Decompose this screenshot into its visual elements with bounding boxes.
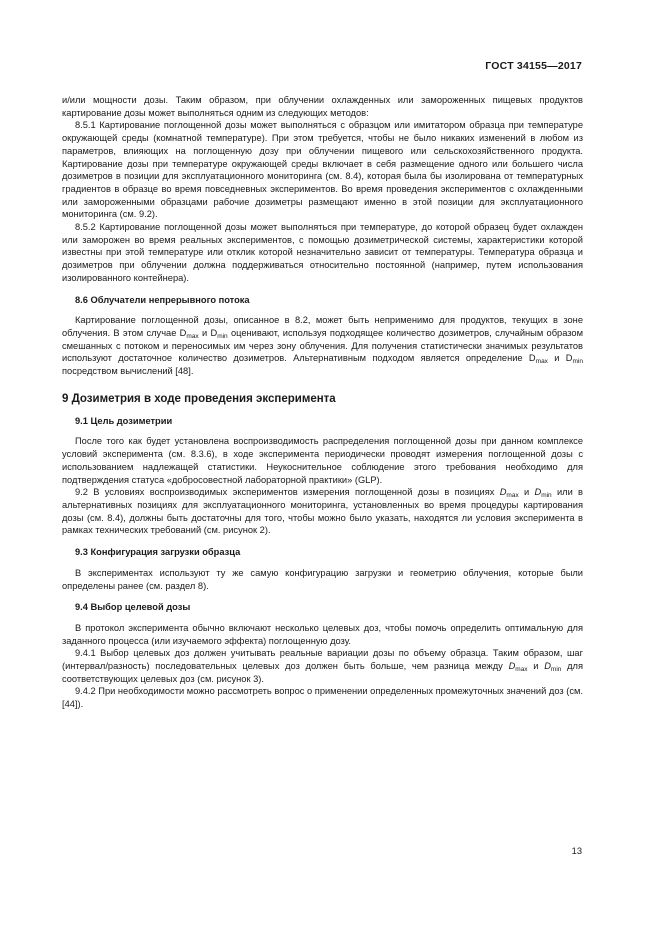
text-run: или в альтернативных позициях для эксплуатационного мониторинга, установленных во время процедуры картирования дозы (см. 8.4), должны быть достаточны для того, чтобы можно было указать, находятся ли условия эксперимента в рамках технических требований (см. рисунок 2). (62, 487, 583, 536)
paragraph-9-1: После того как будет установлена воспроизводимость распределения поглощенной дозы при данном комплексе условий эксперимента (см. 8.3.6), в ходе эксперимента периодически проводят измерения поглощенной дозы с использованием надлежащей статистики. Неукоснительное соблюдение этого требования необходимо для подтверждения статуса «добросовестной лабораторной практики» (GLP). (62, 436, 583, 485)
subscript: max (515, 666, 528, 674)
page-number: 13 (571, 846, 582, 856)
text-run: оценивают, используя подходящее количество дозиметров, случайным образом смешанных с потоком и переносимых им через зону облучения. Для получения статистически значимых результатов используют достаточное количество дозиметров. Альтернативным подходом является определение D (62, 327, 583, 364)
paragraph-8-5-1: 8.5.1 Картирование поглощенной дозы может выполняться с образцом или имитатором образца при температуре окружающей среды (комнатной температуре). При этом требуется, чтобы не было никаких изменений в любом из параметров, влияющих на поглощенную дозу при облучении пищевого или сельскохозяйственного продукта. Картирование дозы при температуре окружающей среды включает в себя размещение одного или большего числа дозиметров в позиции для эксплуатационного мониторинга (см. 8.4), которая была бы изолирована от температурных градиентов в образце во время повседневных экспериментов. Во время проведения экспериментов с охлажденными или замороженными образцами рабочие дозиметры размещают именно в этой позиции для эксплуатационного мониторинга (см. 9.2). (62, 120, 583, 220)
text-run: и D (547, 353, 573, 364)
paragraph-8-6 (62, 314, 583, 378)
text-run: и D (198, 327, 218, 338)
paragraph-9-4-1 (62, 647, 583, 685)
paragraph-9-2 (62, 486, 583, 537)
heading-8-6: 8.6 Облучатели непрерывного потока (75, 294, 250, 305)
paragraph-9-3: В экспериментах используют ту же самую конфигурацию загрузки и геометрию облучения, которые были определены ранее (см. раздел 8). (62, 567, 583, 591)
text-run: Картирование поглощенной дозы, описанное в 8.2, может быть неприменимо для продуктов, текущих в зоне облучения. В этом случае D (62, 315, 583, 338)
subscript: max (506, 492, 519, 500)
document-body (62, 94, 583, 711)
document-code-header: ГОСТ 34155—2017 (485, 60, 582, 72)
paragraph-intro: и/или мощности дозы. Таким образом, при облучении охлажденных или замороженных пищевых продуктов картирование дозы может выполняться одним из следующих методов: (62, 95, 583, 118)
subscript: max (535, 358, 548, 366)
subscript: max (186, 332, 199, 340)
variable-d: D (499, 487, 507, 498)
variable-d: D (544, 661, 551, 672)
paragraph-9-4: В протокол эксперимента обычно включают несколько целевых доз, чтобы помочь определить оптимальную для заданного процесса (или изучаемого эффекта) поглощенную дозу. (62, 622, 583, 646)
paragraph-8-5-2: 8.5.2 Картирование поглощенной дозы может выполняться при температуре, до которой образец будет охлажден или заморожен во время реальных экспериментов, с помощью дозиметрической системы, характеристики которой известны при этой температуре или отклик которой незначительно зависит от температуры. Температура образца и дозиметров при облучении должна поддерживаться относительно постоянной (например, путем использования изолированного контейнера). (62, 222, 583, 283)
subscript: min (217, 332, 228, 340)
text-run: для соответствующих целевых доз (см. рисунок 3). (62, 661, 584, 684)
heading-9-1: 9.1 Цель дозиметрии (75, 415, 173, 426)
text-run: 9.4.1 Выбор целевых доз должен учитывать реальные вариации дозы по объему образца. Таким образом, шаг (интервал/разность) последовательных целевых доз должен быть больше, чем разница между (62, 648, 583, 672)
subscript: min (572, 358, 584, 366)
heading-9-3: 9.3 Конфигурация загрузки образца (75, 547, 241, 558)
variable-d: D (508, 661, 516, 672)
text-run: и (527, 661, 545, 672)
subscript: min (550, 666, 562, 674)
text-run: 9.2 В условиях воспроизводимых экспериментов измерения поглощенной дозы в позициях (75, 487, 500, 498)
text-run: и (518, 487, 535, 498)
text-run: посредством вычислений [48]. (62, 366, 194, 377)
variable-d: D (534, 487, 542, 498)
heading-section-9: 9 Дозиметрия в ходе проведения эксперимента (62, 392, 336, 405)
subscript: min (541, 492, 552, 500)
paragraph-9-4-2: 9.4.2 При необходимости можно рассмотреть вопрос о применении определенных промежуточных значений доз (см. [44]). (62, 686, 583, 710)
heading-9-4: 9.4 Выбор целевой дозы (75, 602, 191, 613)
